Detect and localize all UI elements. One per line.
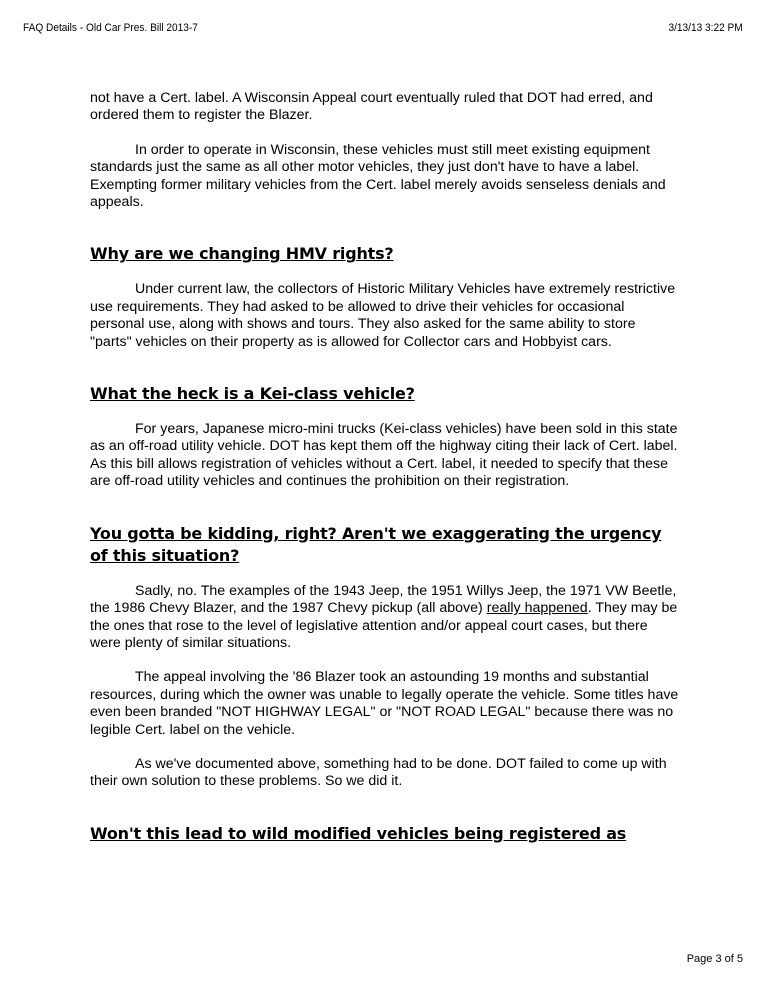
heading-kidding: You gotta be kidding, right? Aren't we exaggerating the urgency of this situation? [90,523,662,565]
paragraph-documented: As we've documented above, something had to be done. DOT failed to come up with their own solution to these problems. So we did it. [90,755,667,790]
page-number: Page 3 of 5 [686,953,743,965]
header-timestamp: 3/13/13 3:22 PM [668,22,743,34]
paragraph-sadly-start: Sadly, no. The examples of the 1943 Jeep, the 1951 Willys Jeep, the 1971 VW Beetle, the 1986 Chevy Blazer, and the 1987 Chevy pickup (all above) [90,582,677,617]
paragraph-operate: In order to operate in Wisconsin, these vehicles must still meet existing equipment standards just the same as all other motor vehicles, they just don't have to have a label. Exempting former military vehicles from the Cert. label merely avoids senseless denials and appeals. [90,141,666,211]
heading-hmv-rights: Why are we changing HMV rights? [90,244,394,264]
paragraph-sadly-end: . They may be the ones that rose to the level of legislative attention and/or appeal court cases, but there were plenty of similar situations. [90,600,678,651]
document-body [90,90,680,845]
header-doc-title: FAQ Details - Old Car Pres. Bill 2013-7 [23,22,198,34]
paragraph-appeal: The appeal involving the '86 Blazer took an astounding 19 months and substantial resources, during which the owner was unable to legally operate the vehicle. Some titles have even been branded "NOT HIGHWAY LEGAL" or "NOT ROAD LEGAL" because there was no legible Cert. label on the vehicle. [90,669,679,738]
underlined-really-happened: really happened [486,600,588,617]
paragraph-kei: For years, Japanese micro-mini trucks (Kei-class vehicles) have been sold in this state as an off-road utility vehicle. DOT has kept them off the highway citing their lack of Cert. label. As this bill allows registration of vehicles without a Cert. label, it needed to specify that these are off-road utility vehicles and continues the prohibition on their registration. [90,421,678,490]
heading-kei-class: What the heck is a Kei-class vehicle? [90,384,415,404]
paragraph-continued: not have a Cert. label. A Wisconsin Appeal court eventually ruled that DOT had erred, and ordered them to register the Blazer. [90,90,653,124]
paragraph-sadly [90,583,680,653]
paragraph-hmv: Under current law, the collectors of Historic Military Vehicles have extremely restrictive use requirements. They had asked to be allowed to drive their vehicles for occasional personal use, along with shows and tours. They also asked for the same ability to store "parts" vehicles on their property as is allowed for Collector cars and Hobbyist cars. [90,281,676,350]
heading-wild-modified: Won't this lead to wild modified vehicles being registered as [90,823,627,843]
